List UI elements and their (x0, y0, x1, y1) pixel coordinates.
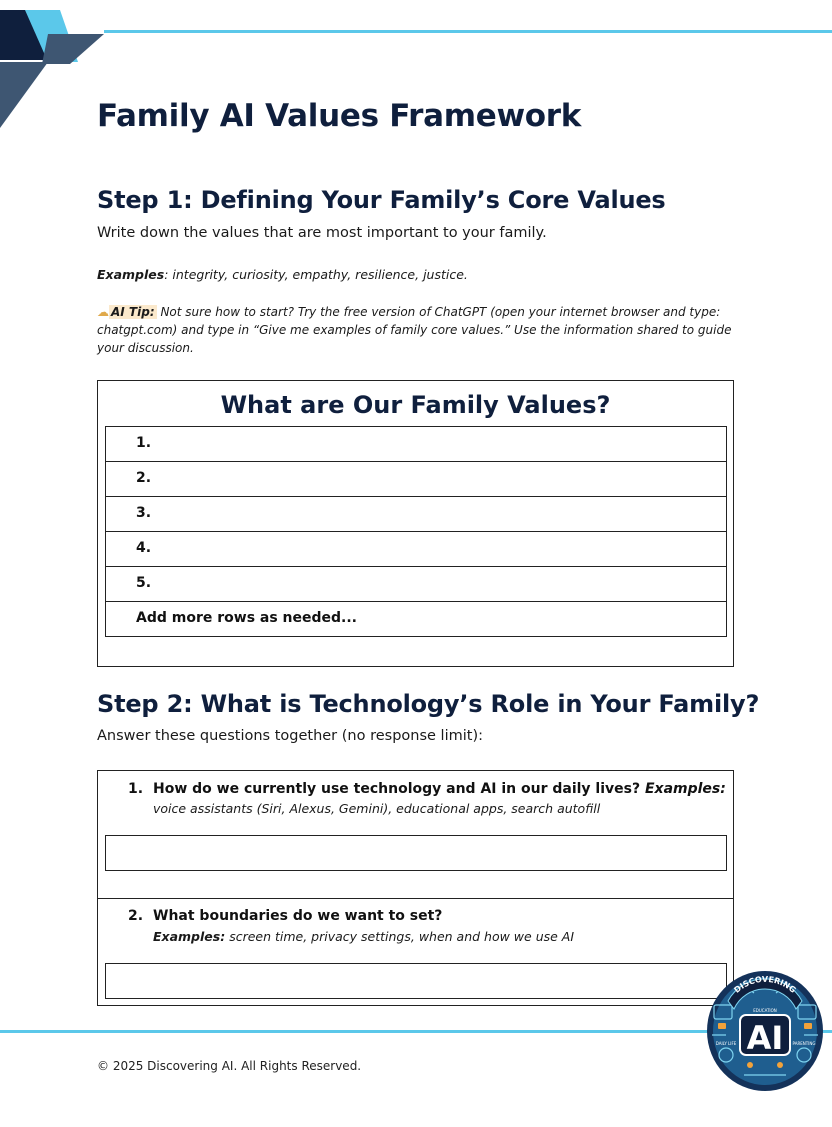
examples-label: Examples (97, 267, 165, 282)
question-2-examples-text: screen time, privacy settings, when and how we use AI (225, 929, 575, 944)
copyright-text: © 2025 Discovering AI. All Rights Reserved. (97, 1059, 362, 1073)
document-title: Family AI Values Framework (97, 98, 582, 134)
value-row-3[interactable]: 3. (105, 496, 727, 532)
lightbulb-icon: ☁ (97, 305, 109, 319)
question-1-text (153, 781, 726, 797)
question-2-examples (153, 929, 574, 944)
ai-tip-text: Not sure how to start? Try the free version of ChatGPT (open your internet browser and type: chatgpt.com) and type in “Give me examples of family core values.” Use the information shared to guide your discussion. (97, 305, 732, 355)
logo-label-top: EDUCATION (753, 1008, 777, 1013)
question-1-answer-field[interactable] (105, 835, 727, 871)
step2-heading: Step 2: What is Technology’s Role in Your Family? (97, 690, 760, 718)
question-1-label: How do we currently use technology and AI in our daily lives? (153, 781, 641, 797)
question-2-text: What boundaries do we want to set? (153, 908, 443, 924)
value-row-5[interactable]: 5. (105, 566, 727, 602)
step1-examples (97, 267, 468, 282)
step2-intro: Answer these questions together (no response limit): (97, 728, 483, 744)
question-1-examples: voice assistants (Siri, Alexus, Gemini), educational apps, search autofill (153, 801, 601, 816)
question-1-examples-label: Examples: (644, 781, 726, 797)
family-values-table (97, 380, 734, 667)
value-row-2[interactable]: 2. (105, 461, 727, 497)
logo-label-right: PARENTING (792, 1041, 816, 1046)
value-row-4[interactable]: 4. (105, 531, 727, 567)
question-1-number: 1. (128, 781, 144, 797)
question-2-number: 2. (128, 908, 144, 924)
ai-tip (97, 303, 735, 357)
question-2-examples-label: Examples: (153, 929, 226, 944)
logo-label-left: DAILY LIFE (715, 1041, 737, 1046)
ai-tip-label: AI Tip: (111, 305, 155, 319)
question-divider (98, 898, 733, 899)
question-2-answer-field[interactable] (105, 963, 727, 999)
value-row-add-more[interactable]: Add more rows as needed... (105, 601, 727, 637)
step1-intro: Write down the values that are most important to your family. (97, 225, 547, 241)
values-table-title: What are Our Family Values? (220, 391, 611, 419)
logo-ai-text: AI (746, 1019, 784, 1057)
logo-top-text: DISCOVERING (732, 974, 798, 995)
value-row-1[interactable]: 1. (105, 426, 727, 462)
questions-table (97, 770, 734, 1006)
discovering-ai-logo (704, 965, 826, 1093)
examples-text: : integrity, curiosity, empathy, resilience, justice. (164, 267, 468, 282)
step1-heading: Step 1: Defining Your Family’s Core Values (97, 186, 666, 214)
header-rule (104, 30, 832, 33)
